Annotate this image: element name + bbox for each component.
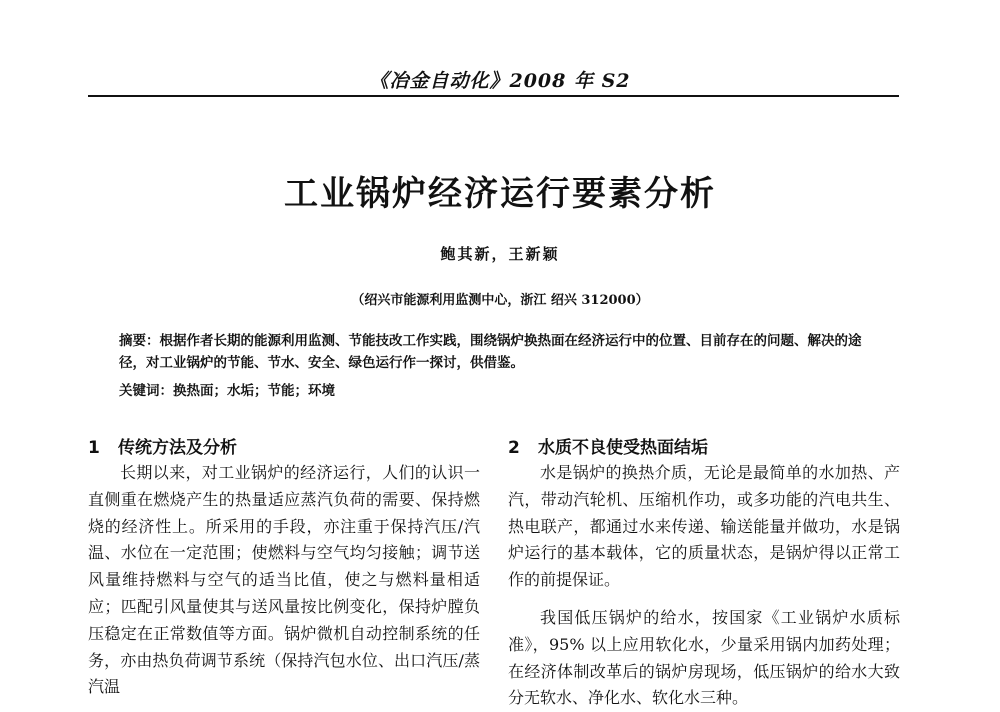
journal-header: 《冶金自动化》2008 年 S2 — [369, 70, 631, 92]
header-rule — [88, 95, 899, 97]
section-number: 1 — [88, 438, 100, 458]
paragraph: 水是锅炉的换热介质，无论是最简单的水加热、产汽，带动汽轮机、压缩机作功，或多功能的汽电共生、热电联产，都通过水来传递、输送能量并做功，水是锅炉运行的基本载体，它的质量状态，是锅炉得以正常工作的前提保证。 — [508, 463, 900, 590]
abstract-label: 摘要： — [119, 333, 160, 349]
abstract-text: 根据作者长期的能源利用监测、节能技改工作实践，围绕锅炉换热面在经济运行中的位置、目前存在的问题、解决的途径，对工业锅炉的节能、节水、安全、绿色运行作一探讨，供借鉴。 — [119, 333, 862, 371]
abstract — [119, 330, 871, 374]
paragraph: 长期以来，对工业锅炉的经济运行，人们的认识一直侧重在燃烧产生的热量适应蒸汽负荷的需要、保持燃烧的经济性上。所采用的手段，亦注重于保持汽压/汽温、水位在一定范围；使燃料与空气均匀接触；调节送风量维持燃料与空气的适当比值，使之与燃料量相适应；匹配引风量使其与送风量按比例变化，保持炉膛负压稳定在正常数值等方面。锅炉微机自动控制系统的任务，亦由热负荷调节系统（保持汽包水位、出口汽压/蒸汽温 — [88, 463, 480, 697]
paragraph: 我国低压锅炉的给水，按国家《工业锅炉水质标准》，95% 以上应用软化水，少量采用锅内加药处理；在经济体制改革后的锅炉房现场，低压锅炉的给水大致分无软水、净化水、软化水三种。 — [508, 607, 900, 708]
section-title: 传统方法及分析 — [118, 438, 237, 458]
keywords — [119, 379, 335, 399]
keywords-text: 换热面；水垢；节能；环境 — [173, 383, 335, 399]
article-title: 工业锅炉经济运行要素分析 — [284, 174, 716, 214]
authors: 鲍其新，王新颖 — [440, 245, 560, 263]
left-column — [88, 436, 480, 701]
section-number: 2 — [508, 438, 520, 458]
section-title: 水质不良使受热面结垢 — [538, 438, 708, 458]
section-heading-1 — [88, 436, 480, 460]
right-column — [508, 436, 900, 712]
affiliation: （绍兴市能源利用监测中心，浙江 绍兴 312000） — [351, 293, 649, 308]
keywords-label: 关键词： — [119, 383, 173, 399]
section-heading-2 — [508, 436, 900, 460]
